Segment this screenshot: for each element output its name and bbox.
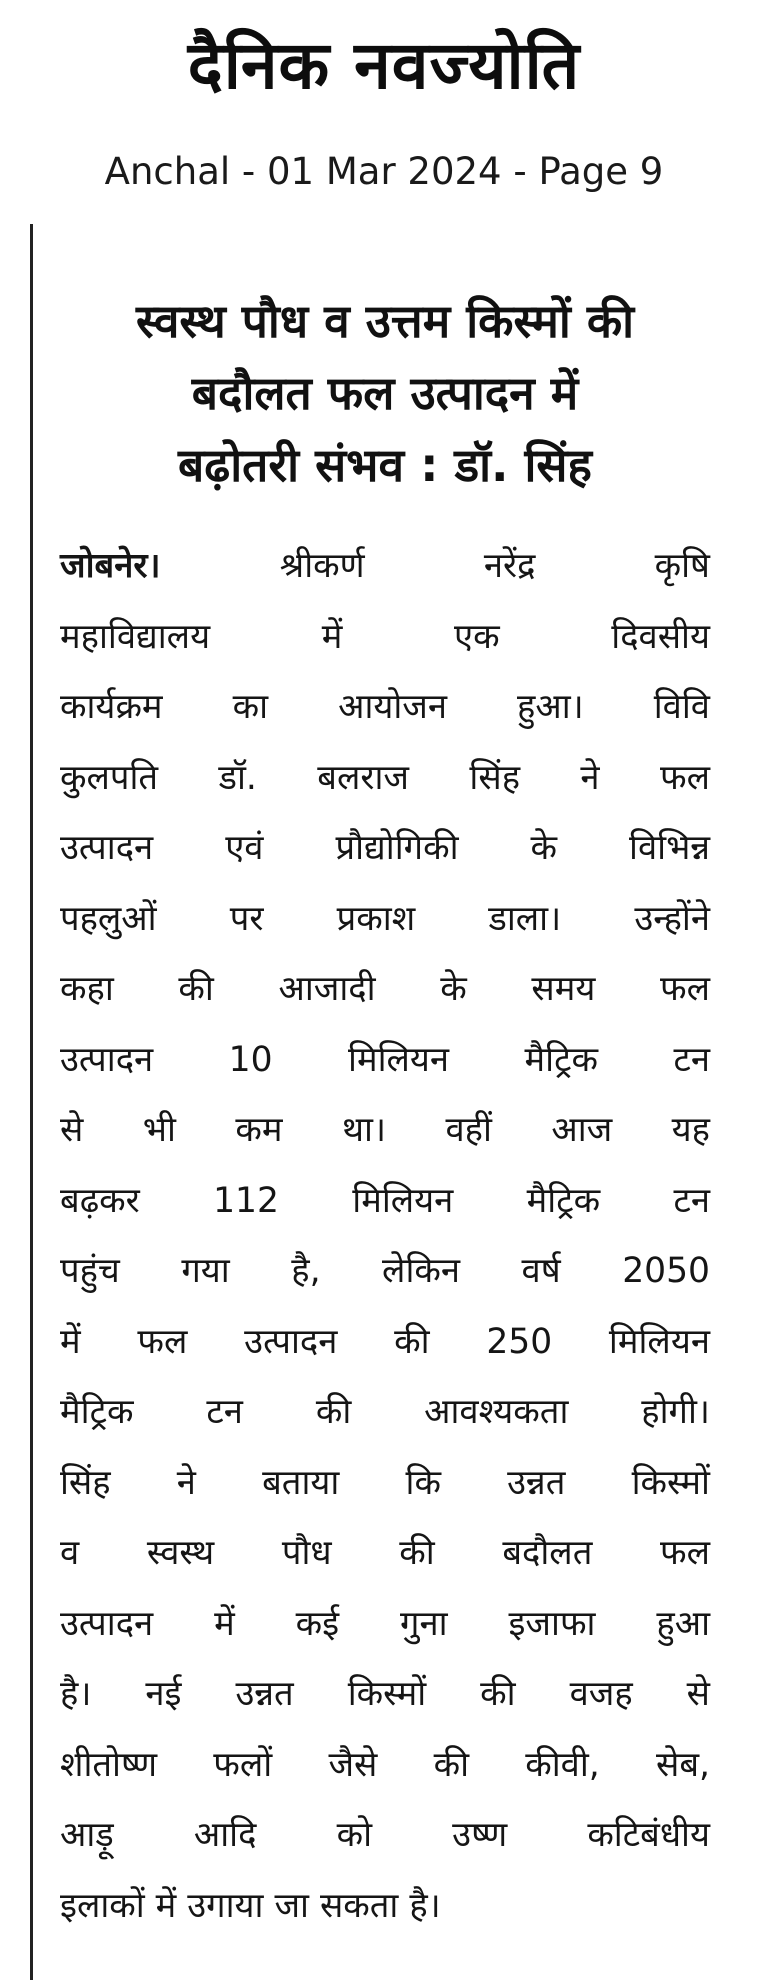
body-line: शीतोष्ण फलों जैसे की कीवी, सेब, (60, 1744, 710, 1785)
body-line: बढ़कर 112 मिलियन मैट्रिक टन (60, 1180, 710, 1221)
body-line-first (60, 531, 710, 602)
body-line: महाविद्यालय में एक दिवसीय (60, 616, 710, 657)
body-line: से भी कम था। वहीं आज यह (60, 1110, 710, 1150)
body-line: उत्पादन 10 मिलियन मैट्रिक टन (60, 1039, 710, 1080)
body-line: है। नई उन्नत किस्मों की वजह से (60, 1674, 710, 1714)
body-line: में फल उत्पादन की 250 मिलियन (60, 1321, 710, 1362)
headline-line: बदौलत फल उत्पादन में (191, 366, 579, 420)
body-line: व स्वस्थ पौध की बदौलत फल (60, 1533, 710, 1573)
edition-date-page: Anchal - 01 Mar 2024 - Page 9 (104, 150, 664, 193)
column-rule (30, 224, 33, 1980)
headline-line: स्वस्थ पौध व उत्तम किस्मों की (135, 294, 635, 348)
body-line: उत्पादन एवं प्रौद्योगिकी के विभिन्न (60, 828, 710, 868)
body-line: सिंह ने बताया कि उन्नत किस्मों (60, 1462, 710, 1503)
body-line: कार्यक्रम का आयोजन हुआ। विवि (60, 687, 710, 727)
body-text-segment: श्रीकर्ण नरेंद्र कृषि (160, 546, 710, 586)
body-line: कहा की आजादी के समय फल (60, 969, 710, 1009)
body-line: कुलपति डॉ. बलराज सिंह ने फल (60, 757, 710, 798)
body-line: आड़ू आदि को उष्ण कटिबंधीय (60, 1815, 710, 1855)
news-article (60, 285, 710, 1941)
article-headline (60, 285, 710, 501)
article-body (60, 531, 710, 1941)
body-line: उत्पादन में कई गुना इजाफा हुआ (60, 1603, 710, 1644)
headline-line: बढ़ोतरी संभव : डॉ. सिंह (178, 438, 592, 492)
newspaper-name: दैनिक नवज्योति (187, 27, 581, 104)
body-line: इलाकों में उगाया जा सकता है। (60, 1885, 441, 1926)
body-line: मैट्रिक टन की आवश्यकता होगी। (60, 1392, 710, 1432)
body-line: पहलुओं पर प्रकाश डाला। उन्होंने (60, 898, 710, 939)
body-line: पहुंच गया है, लेकिन वर्ष 2050 (60, 1251, 710, 1291)
dateline: जोबनेर। (60, 546, 161, 586)
